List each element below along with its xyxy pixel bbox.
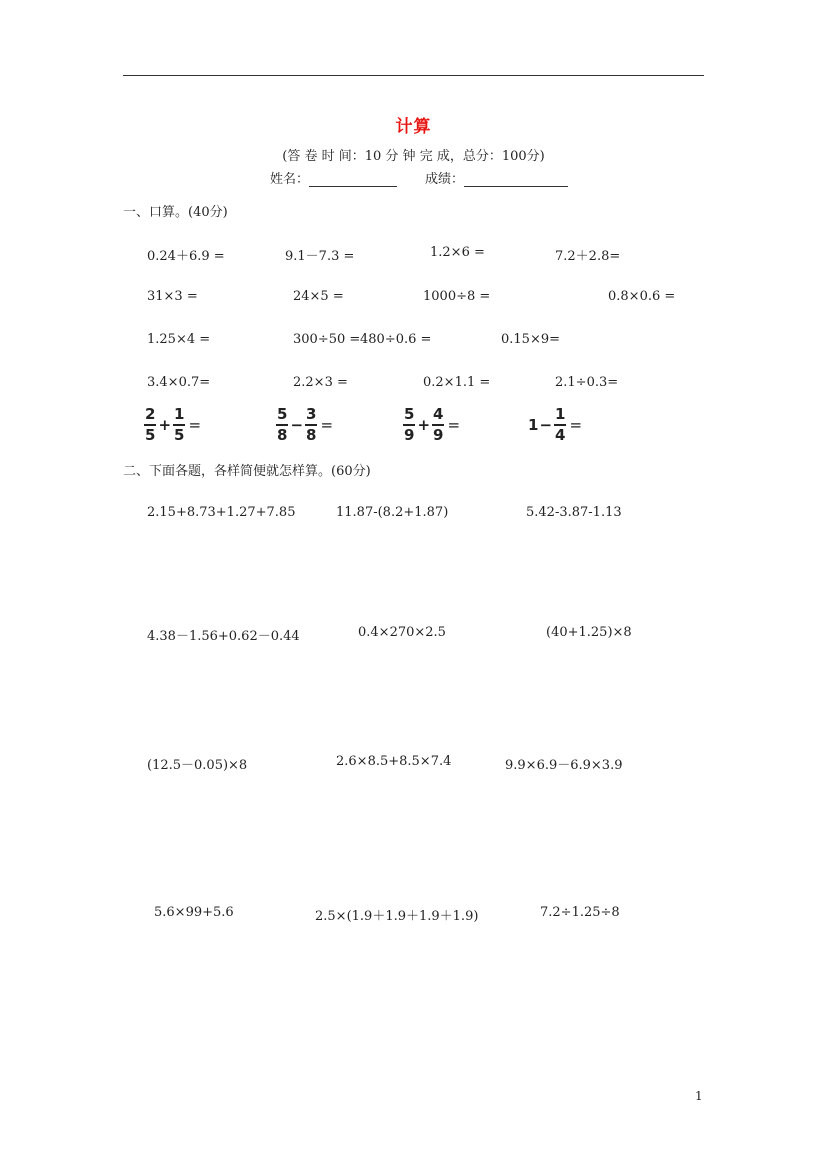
simplify-problem: (12.5－0.05)×8 — [147, 758, 248, 773]
oral-problem: 24×5 = — [293, 289, 344, 304]
simplify-problem: 5.42-3.87-1.13 — [526, 505, 622, 520]
header-rule — [123, 75, 704, 76]
page-number: 1 — [695, 1089, 703, 1103]
oral-problem: 1000÷8 = — [423, 289, 491, 304]
operator: − — [290, 416, 304, 434]
oral-problem: 3.4×0.7= — [147, 375, 211, 390]
exam-subtitle: (答 卷 时 间：10 分 钟 完 成，总分：100分) — [282, 149, 545, 164]
denominator: 5 — [174, 426, 185, 444]
fraction — [305, 407, 317, 443]
numerator: 1 — [554, 407, 566, 426]
fraction — [276, 407, 288, 443]
fraction-problem — [528, 407, 582, 443]
oral-problem: 1.25×4 = — [147, 332, 211, 347]
equals-sign: = — [188, 416, 202, 434]
oral-problem: 1.2×6 = — [430, 245, 485, 260]
simplify-problem: 5.6×99+5.6 — [154, 905, 234, 920]
oral-problem: 2.2×3 = — [293, 375, 348, 390]
simplify-problem: 0.4×270×2.5 — [358, 625, 446, 640]
equals-sign: = — [320, 416, 334, 434]
oral-problem: 300÷50 = — [293, 332, 361, 347]
oral-problem: 0.2×1.1 = — [423, 375, 491, 390]
score-field — [425, 168, 568, 187]
fraction — [173, 407, 185, 443]
name-label: 姓名： — [270, 172, 310, 187]
oral-problem: 0.15×9= — [501, 332, 561, 347]
oral-problem: 0.24＋6.9 = — [147, 249, 225, 264]
equals-sign: = — [569, 416, 583, 434]
name-field — [270, 168, 397, 187]
oral-problem: 9.1－7.3 = — [285, 249, 355, 264]
simplify-problem: 9.9×6.9－6.9×3.9 — [505, 758, 623, 773]
score-blank — [464, 172, 568, 187]
fraction — [144, 407, 156, 443]
numerator: 4 — [432, 407, 444, 426]
simplify-problem: 4.38－1.56+0.62－0.44 — [147, 629, 300, 644]
page-title: 计算 — [395, 117, 432, 137]
operator: − — [539, 416, 553, 434]
fraction-problem — [402, 407, 460, 443]
numerator: 3 — [305, 407, 317, 426]
simplify-problem: (40+1.25)×8 — [546, 625, 632, 640]
oral-problem: 2.1÷0.3= — [555, 375, 619, 390]
denominator: 9 — [433, 426, 444, 444]
simplify-problem: 11.87-(8.2+1.87) — [336, 505, 449, 520]
section1-heading: 一、口算。(40分) — [123, 205, 228, 220]
oral-problem: 0.8×0.6 = — [608, 289, 676, 304]
fraction — [403, 407, 415, 443]
whole-number: 1 — [528, 416, 539, 434]
fraction — [432, 407, 444, 443]
simplify-problem: 7.2÷1.25÷8 — [540, 905, 620, 920]
denominator: 8 — [277, 426, 288, 444]
equals-sign: = — [447, 416, 461, 434]
name-blank — [309, 172, 397, 187]
numerator: 5 — [403, 407, 415, 426]
operator: + — [158, 416, 172, 434]
fraction — [554, 407, 566, 443]
oral-problem: 31×3 = — [147, 289, 198, 304]
denominator: 4 — [555, 426, 566, 444]
operator: + — [417, 416, 431, 434]
score-label: 成绩： — [425, 172, 465, 187]
fraction-problem — [143, 407, 201, 443]
oral-problem: 480÷0.6 = — [360, 332, 432, 347]
oral-problem: 7.2＋2.8= — [555, 249, 621, 264]
section2-heading: 二、下面各题，各样简便就怎样算。(60分) — [123, 464, 371, 479]
numerator: 2 — [144, 407, 156, 426]
fraction-problem — [275, 407, 333, 443]
numerator: 5 — [276, 407, 288, 426]
simplify-problem: 2.6×8.5+8.5×7.4 — [336, 754, 452, 769]
simplify-problem: 2.5×(1.9＋1.9＋1.9＋1.9) — [315, 909, 479, 924]
numerator: 1 — [173, 407, 185, 426]
denominator: 9 — [404, 426, 415, 444]
simplify-problem: 2.15+8.73+1.27+7.85 — [147, 505, 296, 520]
denominator: 5 — [145, 426, 156, 444]
denominator: 8 — [306, 426, 317, 444]
